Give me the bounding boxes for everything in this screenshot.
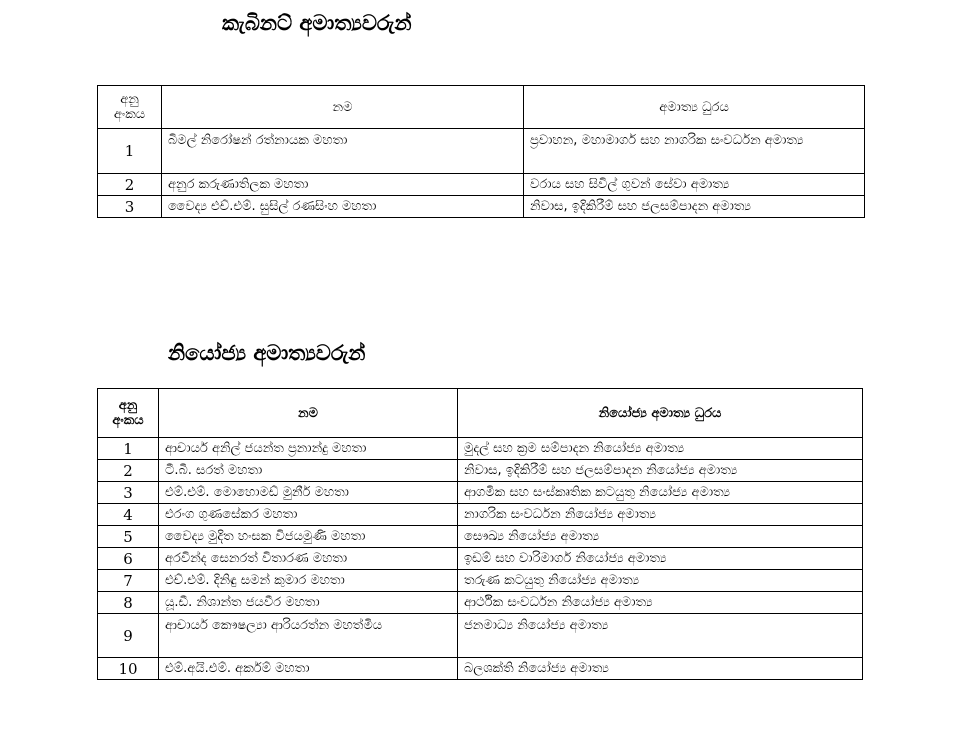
minister-name: එම්.එම්. මොහොමඩ් මුනීර් මහතා bbox=[159, 482, 458, 504]
cabinet-ministers-heading: කැබිනට් අමාත්‍යවරුන් bbox=[222, 11, 412, 35]
minister-portfolio: ආර්ථික සංවර්ධන නියෝජ්‍ය අමාත්‍ය bbox=[458, 592, 863, 614]
row-number: 2 bbox=[98, 460, 159, 482]
table-row bbox=[98, 658, 863, 680]
minister-name: අරවින්ද සෙනරත් විතාරණ මහතා bbox=[159, 548, 458, 570]
row-number: 10 bbox=[98, 658, 159, 680]
column-header-name: නම bbox=[159, 389, 458, 438]
table-row bbox=[98, 438, 863, 460]
minister-portfolio: බලශක්ති නියෝජ්‍ය අමාත්‍ය bbox=[458, 658, 863, 680]
column-header-portfolio: නියෝජ්‍ය අමාත්‍ය ධුරය bbox=[458, 389, 863, 438]
minister-name: ආචාර්ය කෞෂල්‍යා ආරියරත්න මහත්මිය bbox=[159, 614, 458, 658]
minister-name: බිමල් නිරෝෂන් රත්නායක මහතා bbox=[162, 129, 524, 174]
column-header-portfolio: අමාත්‍ය ධුරය bbox=[524, 86, 865, 129]
minister-portfolio: මුදල් සහ ක්‍රම සම්පාදන නියෝජ්‍ය අමාත්‍ය bbox=[458, 438, 863, 460]
row-number: 9 bbox=[98, 614, 159, 658]
minister-name: වෛද්‍ය මුදිත හංසක විජයමුණි මහතා bbox=[159, 526, 458, 548]
column-header-name: නම bbox=[162, 86, 524, 129]
column-header-no: අනු අංකය bbox=[98, 389, 159, 438]
cabinet-ministers-table bbox=[97, 85, 865, 218]
minister-name: එම්.අයි.එම්. අර්කම් මහතා bbox=[159, 658, 458, 680]
table-row bbox=[98, 570, 863, 592]
minister-portfolio: ජනමාධ්‍ය නියෝජ්‍ය අමාත්‍ය bbox=[458, 614, 863, 658]
row-number: 3 bbox=[98, 196, 162, 218]
table-row bbox=[98, 504, 863, 526]
table-row bbox=[98, 196, 865, 218]
table-row bbox=[98, 526, 863, 548]
minister-portfolio: සෞඛ්‍ය නියෝජ්‍ය අමාත්‍ය bbox=[458, 526, 863, 548]
minister-name: වෛද්‍ය එච්.එම්. සුසිල් රණසිංහ මහතා bbox=[162, 196, 524, 218]
table-row bbox=[98, 460, 863, 482]
minister-portfolio: නාගරික සංවර්ධන නියෝජ්‍ය අමාත්‍ය bbox=[458, 504, 863, 526]
row-number: 7 bbox=[98, 570, 159, 592]
row-number: 8 bbox=[98, 592, 159, 614]
row-number: 3 bbox=[98, 482, 159, 504]
table-row bbox=[98, 614, 863, 658]
row-number: 1 bbox=[98, 438, 159, 460]
minister-portfolio: ආගමික සහ සංස්කෘතික කටයුතු නියෝජ්‍ය අමාත්‍ය bbox=[458, 482, 863, 504]
table-row bbox=[98, 174, 865, 196]
row-number: 5 bbox=[98, 526, 159, 548]
table-row bbox=[98, 592, 863, 614]
minister-portfolio: ඉඩම් සහ වාරිමාර්ග නියෝජ්‍ය අමාත්‍ය bbox=[458, 548, 863, 570]
row-number: 2 bbox=[98, 174, 162, 196]
minister-portfolio: වරාය සහ සිවිල් ගුවන් සේවා අමාත්‍ය bbox=[524, 174, 865, 196]
minister-name: එරංග ගුණසේකර මහතා bbox=[159, 504, 458, 526]
deputy-ministers-heading: නියෝජ්‍ය අමාත්‍යවරුන් bbox=[168, 341, 366, 365]
table-row bbox=[98, 548, 863, 570]
deputy-ministers-table bbox=[97, 388, 863, 680]
minister-portfolio: නිවාස, ඉදිකිරීම් සහ ජලසම්පාදන නියෝජ්‍ය අමාත්‍ය bbox=[458, 460, 863, 482]
minister-portfolio: තරුණ කටයුතු නියෝජ්‍ය අමාත්‍ය bbox=[458, 570, 863, 592]
row-number: 1 bbox=[98, 129, 162, 174]
table-header-row bbox=[98, 86, 865, 129]
minister-portfolio: නිවාස, ඉදිකිරීම් සහ ජලසම්පාදන අමාත්‍ය bbox=[524, 196, 865, 218]
row-number: 6 bbox=[98, 548, 159, 570]
minister-name: එච්.එම්. දිනිඳු සමන් කුමාර මහතා bbox=[159, 570, 458, 592]
column-header-no: අනු අංකය bbox=[98, 86, 162, 129]
table-row bbox=[98, 129, 865, 174]
minister-name: යූ.ඩී. නිශාන්ත ජයවීර මහතා bbox=[159, 592, 458, 614]
minister-name: අනුර කරුණාතිලක මහතා bbox=[162, 174, 524, 196]
minister-name: ආචාර්ය අනිල් ජයන්ත ප්‍රනාන්දු මහතා bbox=[159, 438, 458, 460]
minister-name: ටී.බී. සරත් මහතා bbox=[159, 460, 458, 482]
table-row bbox=[98, 482, 863, 504]
table-header-row bbox=[98, 389, 863, 438]
row-number: 4 bbox=[98, 504, 159, 526]
minister-portfolio: ප්‍රවාහන, මහාමාර්ග සහ නාගරික සංවර්ධන අමාත්‍ය bbox=[524, 129, 865, 174]
